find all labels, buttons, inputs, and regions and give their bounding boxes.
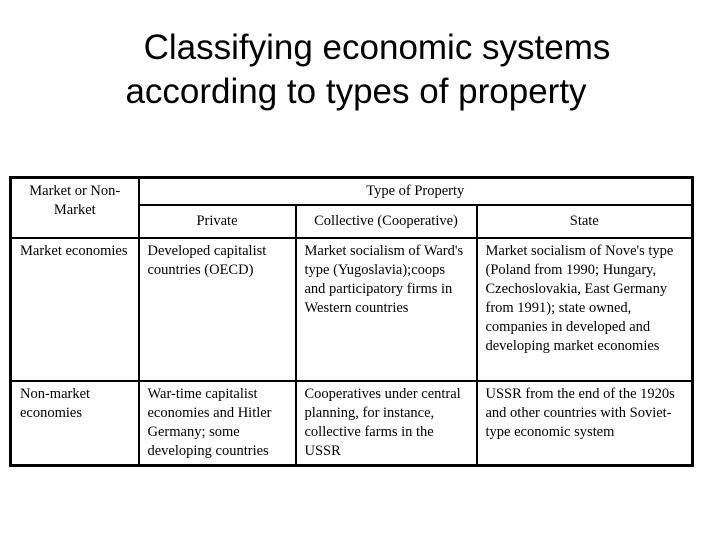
table-header-row [11,178,693,206]
slide-title-line-2: according to types of property [125,72,587,111]
row-label-market: Market economies [11,238,139,381]
slide-title-line-1: Classifying economic systems [143,28,611,67]
property-classification-table [9,176,694,467]
column-header-state: State [477,205,693,238]
table-row-non-market [11,381,693,466]
table-cell-market-private: Developed capitalist countries (OECD) [139,238,296,381]
slide-title [0,26,720,114]
table-cell-non-market-collective: Cooperatives under central planning, for instance, collective farms in the USSR [296,381,477,466]
row-label-non-market: Non-market economies [11,381,139,466]
corner-header-cell: Market or Non-Market [11,178,139,239]
table-cell-non-market-private: War-time capitalist economies and Hitler Germany; some developing countries [139,381,296,466]
column-header-collective: Collective (Cooperative) [296,205,477,238]
type-of-property-header: Type of Property [139,178,693,206]
table-cell-market-state: Market socialism of Nove's type (Poland from 1990; Hungary, Czechoslovakia, East Germany from 1991); state owned, companies in developed and developing market economies [477,238,693,381]
table-cell-non-market-state: USSR from the end of the 1920s and other countries with Soviet-type economic system [477,381,693,466]
table-row-market [11,238,693,381]
table-cell-market-collective: Market socialism of Ward's type (Yugoslavia);coops and participatory firms in Western countries [296,238,477,381]
column-header-private: Private [139,205,296,238]
